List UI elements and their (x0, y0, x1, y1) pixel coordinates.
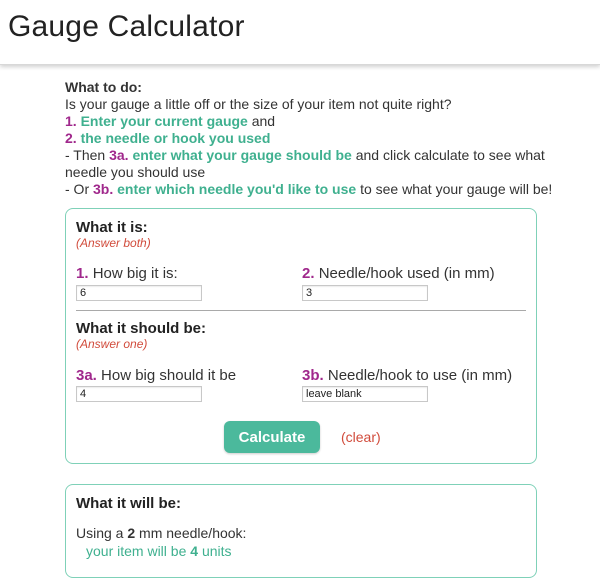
step3b-number: 3b. (93, 181, 114, 197)
result-units-line (86, 543, 232, 559)
field3a-text: How big should it be (101, 367, 237, 384)
calculate-button[interactable]: Calculate (224, 421, 320, 453)
result-card (65, 484, 537, 578)
field2-text: Needle/hook used (in mm) (318, 265, 495, 282)
step3a-text: enter what your gauge should be (132, 147, 352, 163)
field2-number: 2. (302, 265, 315, 282)
section-divider (76, 310, 526, 311)
clear-link[interactable]: (clear) (341, 429, 381, 445)
step2-text: the needle or hook you used (80, 130, 271, 146)
step1-tail: and (251, 113, 276, 129)
then-suffix: and click calculate to see what (355, 147, 545, 163)
field1-number: 1. (76, 265, 89, 282)
field3a-label (76, 367, 236, 384)
then-prefix: - Then (65, 147, 106, 163)
instructions-step1 (65, 113, 575, 130)
field3b-text: Needle/hook to use (in mm) (327, 367, 513, 384)
result-title: What it will be: (76, 495, 181, 512)
what-it-is-title: What it is: (76, 219, 148, 236)
needle-to-use-input[interactable] (302, 386, 428, 402)
instructions-step3a-line2: needle you should use (65, 164, 206, 180)
or-suffix: to see what your gauge will be! (360, 181, 553, 197)
field3b-label (302, 367, 512, 384)
result-line2-suffix: units (201, 543, 232, 559)
field1-text: How big it is: (92, 265, 178, 282)
instructions-step3a (65, 147, 575, 164)
page-title: Gauge Calculator (8, 10, 245, 43)
step3a-number: 3a. (109, 147, 129, 163)
field2-label (302, 265, 495, 282)
field3b-number: 3b. (302, 367, 324, 384)
result-prefix: Using a (76, 525, 124, 541)
instructions-intro: Is your gauge a little off or the size of your item not quite right? (65, 96, 452, 112)
step3b-text: enter which needle you'd like to use (117, 181, 357, 197)
answer-one-hint: (Answer one) (76, 337, 148, 351)
instructions (65, 79, 575, 198)
current-gauge-input[interactable] (76, 285, 202, 301)
step1-number: 1. (65, 113, 77, 129)
app-header (0, 0, 600, 65)
instructions-heading: What to do: (65, 79, 142, 95)
answer-both-hint: (Answer both) (76, 236, 151, 250)
step1-text: Enter your current gauge (80, 113, 248, 129)
needle-used-input[interactable] (302, 285, 428, 301)
step2-number: 2. (65, 130, 77, 146)
result-units-value: 4 (190, 543, 199, 559)
result-line2-prefix: your item will be (86, 543, 187, 559)
result-needle-line (76, 525, 246, 541)
result-suffix: mm needle/hook: (139, 525, 247, 541)
instructions-step3b (65, 181, 575, 198)
or-prefix: - Or (65, 181, 90, 197)
gauge-form-card (65, 208, 537, 464)
instructions-step2 (65, 130, 575, 147)
target-gauge-input[interactable] (76, 386, 202, 402)
result-needle-size: 2 (127, 525, 136, 541)
field1-label (76, 265, 178, 282)
field3a-number: 3a. (76, 367, 97, 384)
what-it-should-be-title: What it should be: (76, 320, 206, 337)
